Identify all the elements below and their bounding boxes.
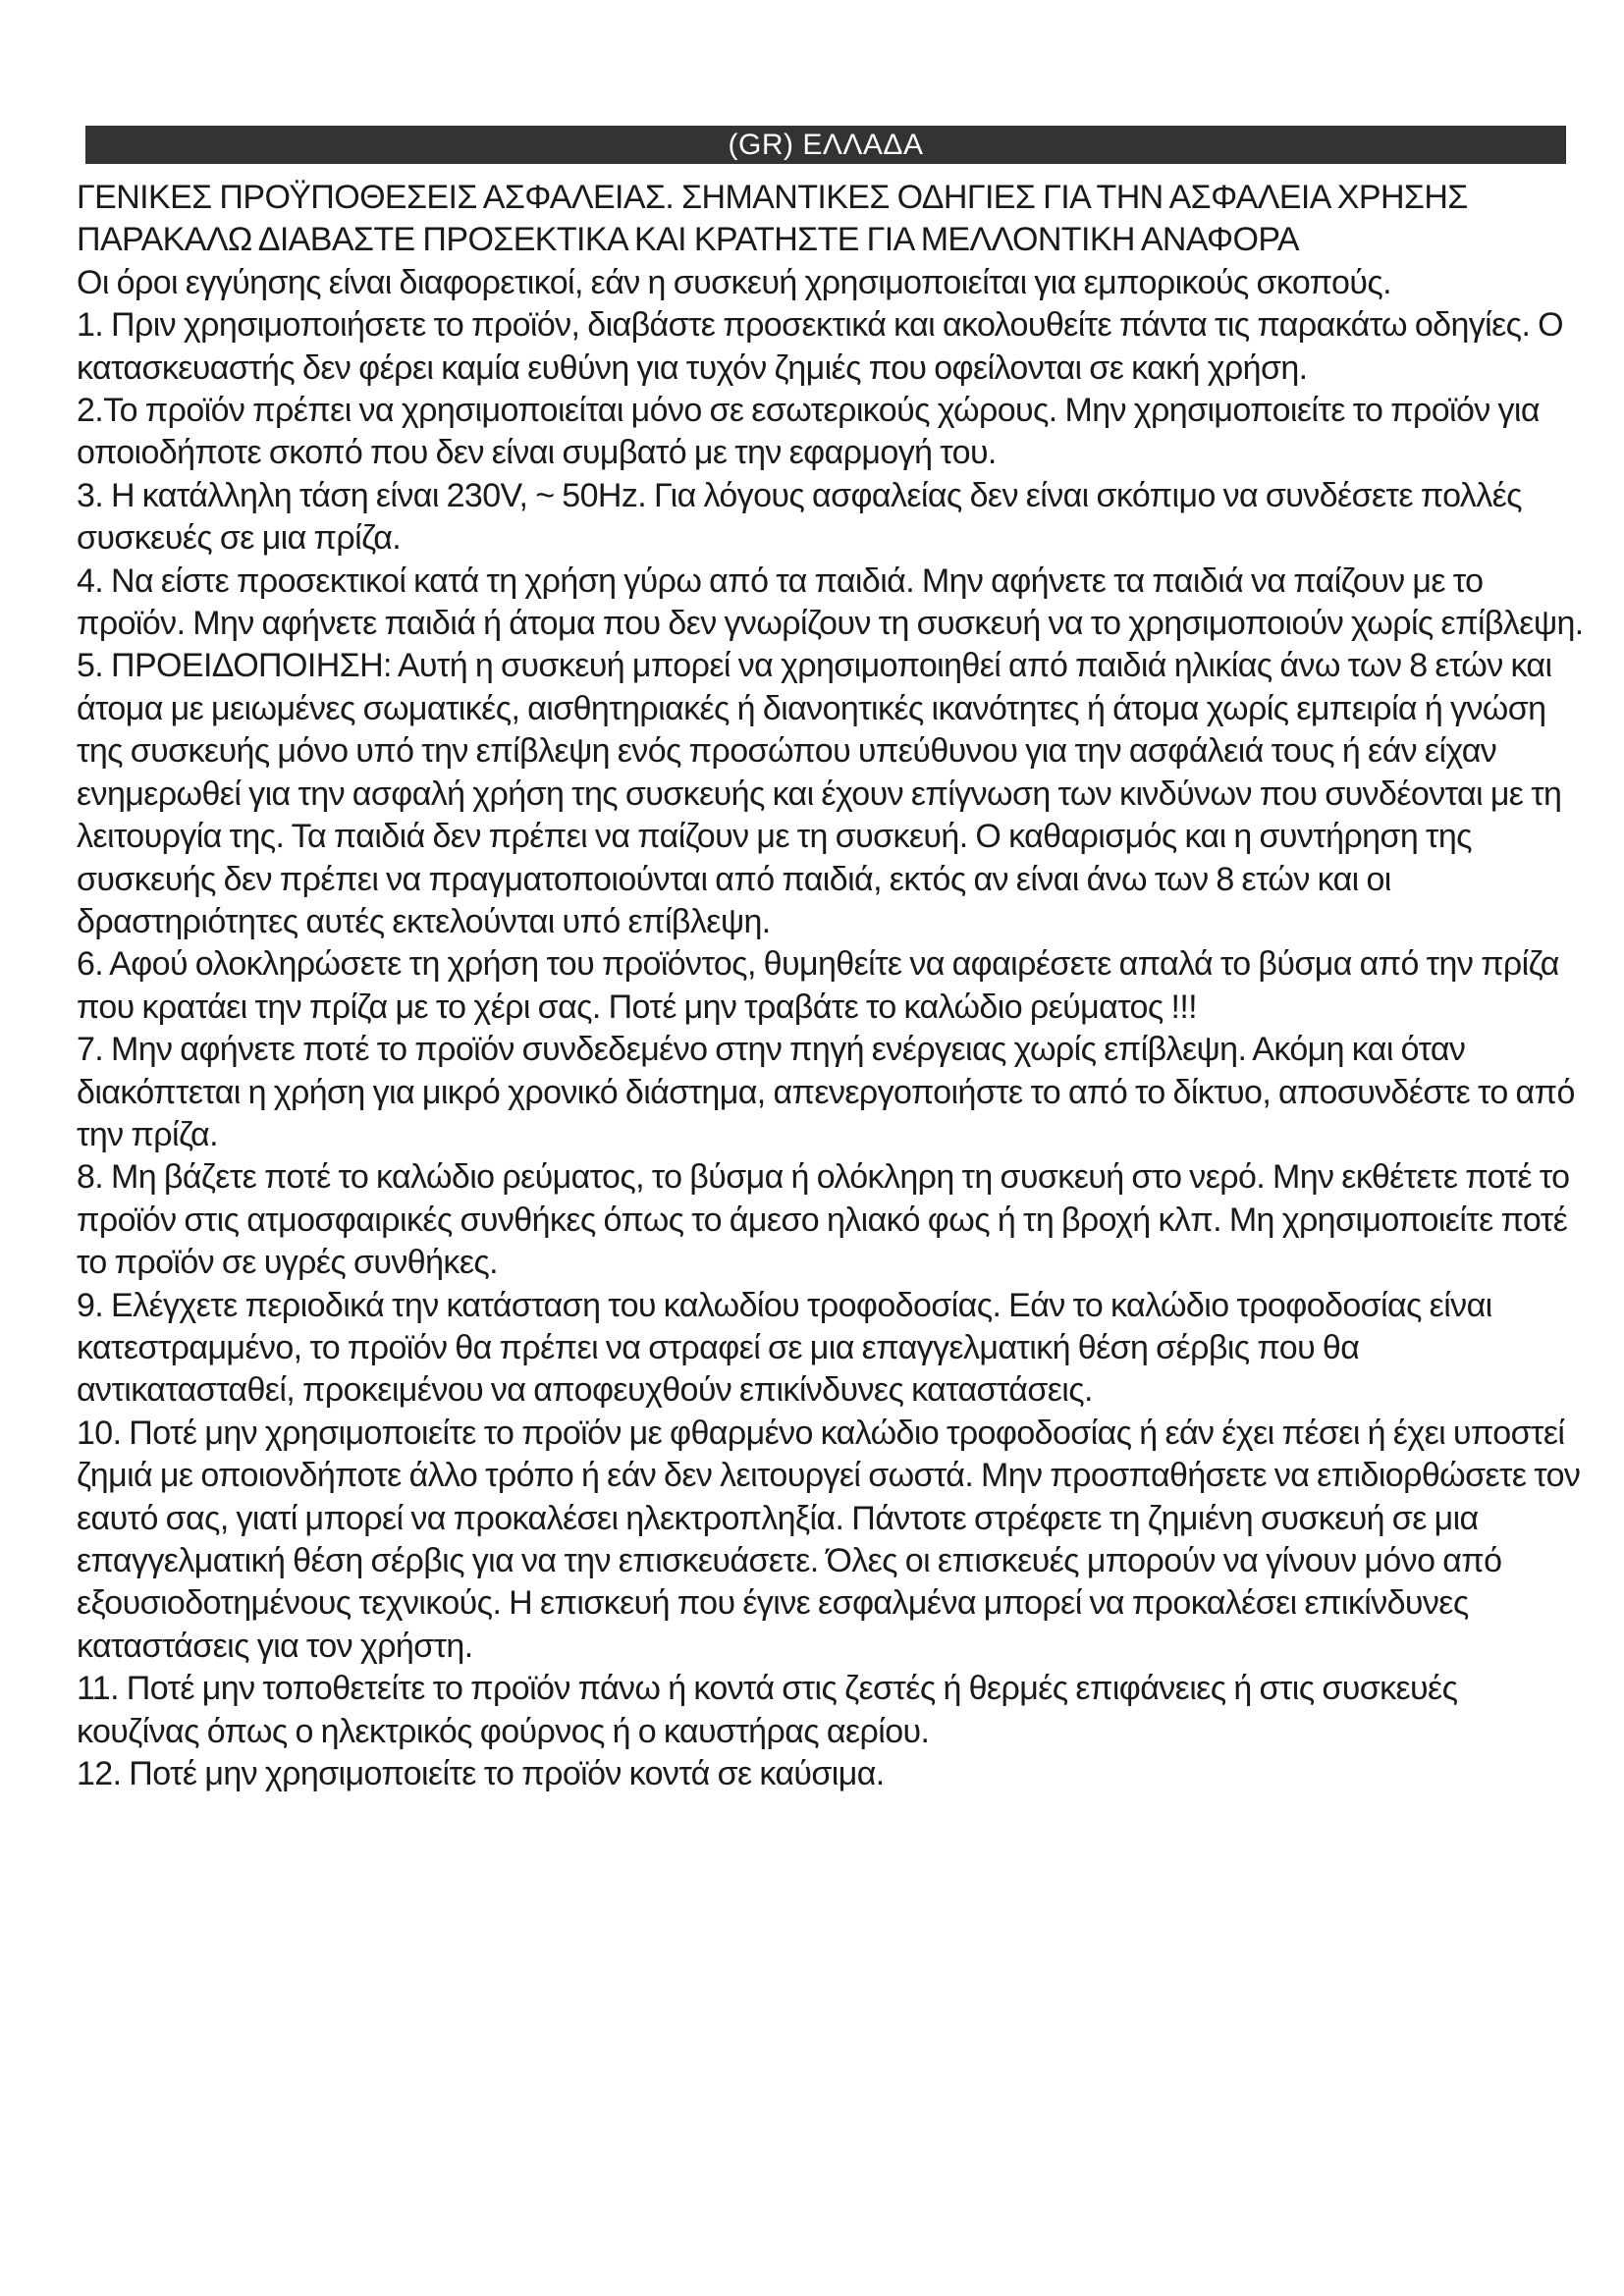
instruction-item: 6. Αφού ολοκληρώσετε τη χρήση του προϊόντος, θυμηθείτε να αφαιρέσετε απαλά το βύσμα από την πρίζα που κρατάει την πρίζα με το χέρι σας. Ποτέ μην τραβάτε το καλώδιο ρεύματος !!! (77, 945, 1559, 1026)
instruction-item: 1. Πριν χρησιμοποιήσετε το προϊόν, διαβάστε προσεκτικά και ακολουθείτε πάντα τις παρακάτω οδηγίες. Ο κατασκευαστής δεν φέρει καμία ευθύνη για τυχόν ζημιές που οφείλονται σε κακή χρήση. (77, 306, 1564, 387)
instruction-item: 3. Η κατάλληλη τάση είναι 230V, ~ 50Hz. Για λόγους ασφαλείας δεν είναι σκόπιμο να συνδέσετε πολλές συσκευές σε μια πρίζα. (77, 476, 1522, 558)
instruction-item: 4. Να είστε προσεκτικοί κατά τη χρήση γύρω από τα παιδιά. Μην αφήνετε τα παιδιά να παίζουν με το προϊόν. Μην αφήνετε παιδιά ή άτομα που δεν γνωρίζουν τη συσκευή να το χρησιμοποιούν χωρίς επίβλεψη. (77, 561, 1584, 643)
language-header-bar: (GR) ΕΛΛΑΔΑ (85, 126, 1566, 164)
safety-instructions (77, 177, 1585, 1795)
instruction-item: 2.Το προϊόν πρέπει να χρησιμοποιείται μόνο σε εσωτερικούς χώρους. Μην χρησιμοποιείτε το προϊόν για οποιοδήποτε σκοπό που δεν είναι συμβατό με την εφαρμογή του. (77, 392, 1540, 472)
document-title: ΓΕΝΙΚΕΣ ΠΡΟΫΠΟΘΕΣΕΙΣ ΑΣΦΑΛΕΙΑΣ. ΣΗΜΑΝΤΙΚΕΣ ΟΔΗΓΙΕΣ ΓΙΑ ΤΗΝ ΑΣΦΑΛΕΙΑ ΧΡΗΣΗΣ (77, 179, 1468, 216)
instruction-item: 8. Μη βάζετε ποτέ το καλώδιο ρεύματος, το βύσμα ή ολόκληρη τη συσκευή στο νερό. Μην εκθέτετε ποτέ το προϊόν στις ατμοσφαιρικές συνθήκες όπως το άμεσο ηλιακό φως ή τη βροχή κλπ. Μη χρησιμοποιείτε ποτέ το προϊόν σε υγρές συνθήκες. (77, 1158, 1570, 1282)
instruction-item: 11. Ποτέ μην τοποθετείτε το προϊόν πάνω ή κοντά στις ζεστές ή θερμές επιφάνειες ή στις συσκευές κουζίνας όπως ο ηλεκτρικός φούρνος ή ο καυστήρας αερίου. (77, 1670, 1458, 1750)
instruction-item: 5. ΠΡΟΕΙΔΟΠΟΙΗΣΗ: Αυτή η συσκευή μπορεί να χρησιμοποιηθεί από παιδιά ηλικίας άνω των 8 ετών και άτομα με μειωμένες σωματικές, αισθητηριακές ή διανοητικές ικανότητες ή άτομα χωρίς εμπειρία ή γνώση της συσκευής μόνο υπό την επίβλεψη ενός προσώπου υπεύθυνου για την ασφάλειά τους ή εάν είχαν ενημερωθεί για την ασφαλή χρήση της συσκευής και έχουν επίγνωση των κινδύνων που συνδέονται με τη λειτουργία της. Τα παιδιά δεν πρέπει να παίζουν με τη συσκευή. Ο καθαρισμός και η συντήρηση της συσκευής δεν πρέπει να πραγματοποιούνται από παιδιά, εκτός αν είναι άνω των 8 ετών και οι δραστηριότητες αυτές εκτελούνται υπό επίβλεψη. (77, 647, 1562, 940)
instruction-item: 7. Μην αφήνετε ποτέ το προϊόν συνδεδεμένο στην πηγή ενέργειας χωρίς επίβλεψη. Ακόμη και όταν διακόπτεται η χρήση για μικρό χρονικό διάστημα, απενεργοποιήστε το από το δίκτυο, αποσυνδέστε το από την πρίζα. (77, 1031, 1575, 1153)
instruction-item: 12. Ποτέ μην χρησιμοποιείτε το προϊόν κοντά σε καύσιμα. (77, 1755, 885, 1793)
instruction-item: 10. Ποτέ μην χρησιμοποιείτε το προϊόν με φθαρμένο καλώδιο τροφοδοσίας ή εάν έχει πέσει ή έχει υποστεί ζημιά με οποιονδήποτε άλλο τρόπο ή εάν δεν λειτουργεί σωστά. Μην προσπαθήσετε να επιδιορθώσετε τον εαυτό σας, γιατί μπορεί να προκαλέσει ηλεκτροπληξία. Πάντοτε στρέφετε τη ζημιένη συσκευή σε μια επαγγελματική θέση σέρβις για να την επισκευάσετε. Όλες οι επισκευές μπορούν να γίνουν μόνο από εξουσιοδοτημένους τεχνικούς. Η επισκευή που έγινε εσφαλμένα μπορεί να προκαλέσει επικίνδυνες καταστάσεις για τον χρήστη. (77, 1414, 1581, 1665)
document-subtitle: ΠΑΡΑΚΑΛΩ ΔΙΑΒΑΣΤΕ ΠΡΟΣΕΚΤΙΚΑ ΚΑΙ ΚΡΑΤΗΣΤΕ ΓΙΑ ΜΕΛΛΟΝΤΙΚΗ ΑΝΑΦΟΡΑ (77, 221, 1299, 259)
intro-paragraph: Οι όροι εγγύησης είναι διαφορετικοί, εάν η συσκευή χρησιμοποιείται για εμπορικούς σκοπούς. (77, 263, 1391, 301)
instruction-item: 9. Ελέγχετε περιοδικά την κατάσταση του καλωδίου τροφοδοσίας. Εάν το καλώδιο τροφοδοσίας είναι κατεστραμμένο, το προϊόν θα πρέπει να στραφεί σε μια επαγγελματική θέση σέρβις που θα αντικατασταθεί, προκειμένου να αποφευχθούν επικίνδυνες καταστάσεις. (77, 1286, 1492, 1410)
